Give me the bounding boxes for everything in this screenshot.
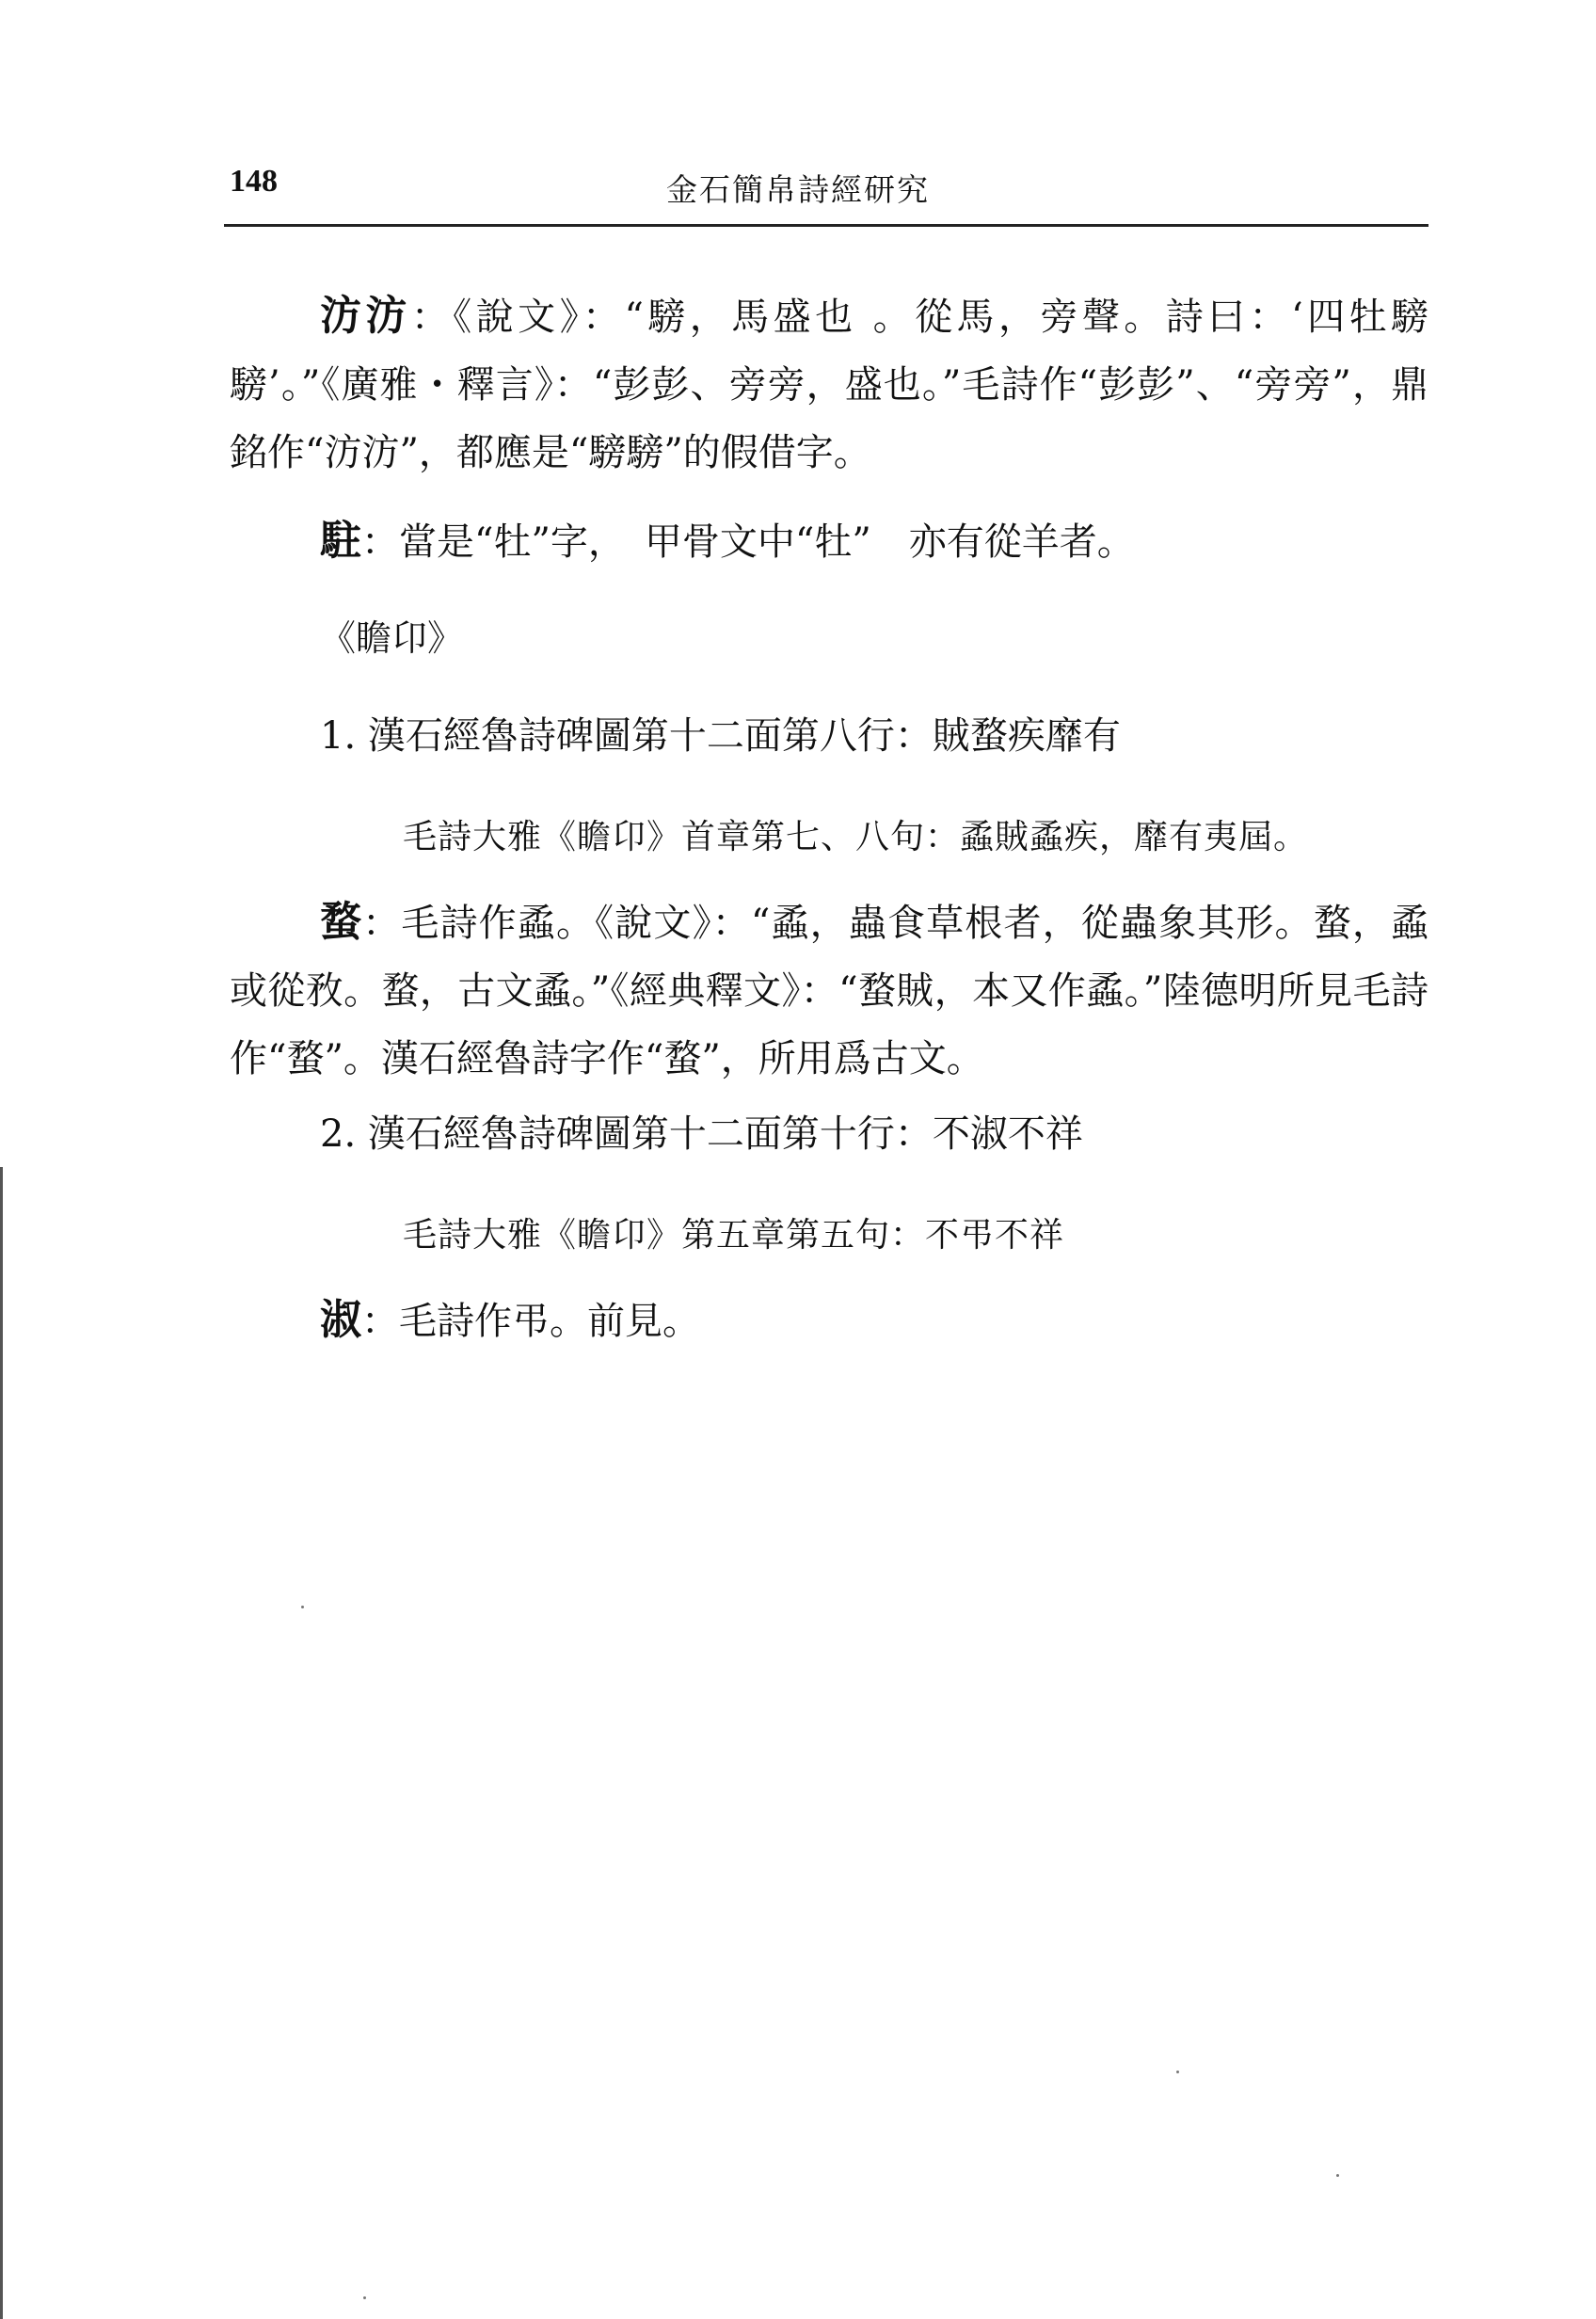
- scan-speck: [1336, 2174, 1339, 2177]
- poem-title: 《瞻卬》: [320, 617, 464, 659]
- page-body: [230, 282, 1428, 1355]
- stone-classic-entry-1: 1. 漢石經魯詩碑圖第十二面第八行：賊蝥疾靡有: [320, 714, 1121, 758]
- paragraph-text: ：毛詩作弔。前見。: [361, 1300, 700, 1343]
- mao-shi-quote-2: 毛詩大雅《瞻卬》第五章第五句：不弔不祥: [403, 1216, 1065, 1255]
- paragraph-shu: [230, 1287, 1428, 1355]
- mao-shi-quote-1: 毛詩大雅《瞻卬》首章第七、八句：蟊賊蟊疾，靡有夷屆。: [403, 818, 1309, 856]
- scan-speck: [363, 2296, 366, 2299]
- headword: 淑: [320, 1296, 361, 1344]
- stone-classic-entry-2: 2. 漢石經魯詩碑圖第十二面第十行：不淑不祥: [320, 1112, 1083, 1156]
- paragraph-text: ：《說文》：“騯，馬盛也 。從馬，旁聲。詩曰：‘四牡騯騯’。”《廣雅・釋言》：“彭彭、旁旁，盛也。”毛詩作“彭彭”、“旁旁”，鼎銘作“汸汸”，都應是“騯騯”的假借字。: [230, 296, 1428, 474]
- paragraph-text: ：毛詩作蟊。《說文》：“蟊，蟲食草根者，從蟲象其形。蝥，蟊或從敄。蝥，古文蟊。”《經典釋文》：“蝥賊，本又作蟊。”陸德明所見毛詩作“蝥”。漢石經魯詩字作“蝥”，所用爲古文。: [230, 902, 1429, 1080]
- paragraph-mao: [230, 888, 1428, 1093]
- headword: 汸汸: [320, 292, 411, 340]
- headword: 駐: [320, 517, 361, 565]
- headword: 蝥: [320, 898, 363, 946]
- running-title: 金石簡帛詩經研究: [666, 171, 930, 208]
- paragraph-mu: [230, 507, 1428, 576]
- header-rule: [224, 224, 1428, 227]
- scan-speck: [1176, 2071, 1179, 2073]
- scan-speck: [301, 1606, 304, 1608]
- paragraph-fangfang: [230, 282, 1428, 487]
- scan-edge-line: [0, 1167, 3, 2319]
- paragraph-text: ：當是“牡”字， 甲骨文中“牡” 亦有從羊者。: [361, 520, 1135, 564]
- page-number: 148: [230, 164, 278, 199]
